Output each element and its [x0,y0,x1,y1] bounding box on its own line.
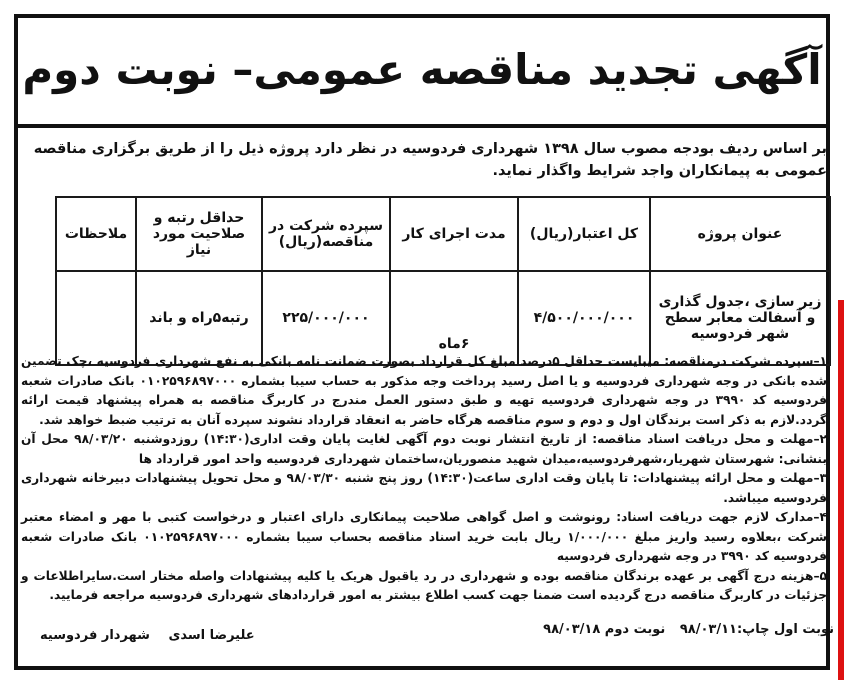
publish-second-date: نوبت دوم ۹۸/۰۳/۱۸ [543,622,666,637]
table-row [56,271,830,365]
cell-total-budget: ۴/۵۰۰/۰۰۰/۰۰۰ [518,271,650,365]
cell-notes [56,271,136,365]
cell-duration: ۶ماه [390,271,518,365]
cell-project-title: زیر سازی ،جدول گذاری و آسفالت معابر سطح شهر فردوسیه [650,271,830,365]
cell-deposit: ۲۲۵/۰۰۰/۰۰۰ [262,271,390,365]
header-notes: ملاحظات [56,197,136,271]
notice-title: آگهی تجدید مناقصه عمومی– نوبت دوم [22,44,822,94]
header-deposit: سپرده شرکت در مناقصه(ریال) [262,197,390,271]
condition-text: رونوشت و اصل گواهی صلاحیت پیمانکاری دارای اعتبار و درخواست کتبی با مهر و امضاء معتبر شرکت ،بعلاوه رسید واریز مبلغ ۱/۰۰۰/۰۰۰ ریال بابت خرید اسناد مناقصه بحساب سیبا بشماره ۰۱۰۲۵۹۶۸۹۷۰۰۰ بانک صادرات شعبه فردوسیه کد ۳۹۹۰ در وجه شهرداری فردوسیه [21,510,827,563]
publish-dates [543,620,834,639]
header-duration: مدت اجرای کار [390,197,518,271]
table-header-row [56,197,830,271]
condition-text: میبایست حداقل ۵درصد مبلغ کل قرارداد بصورت ضمانت نامه بانکی به نفع شهرداری فردوسیه ،چک تضمین شده بانکی در وجه شهرداری فردوسیه و یا اصل رسید پرداخت وجه مذکور به حساب سیبا بشماره ۰۱۰۲۵۹۶۸۹۷۰۰۰ بانک صادرات شعبه فردوسیه کد ۳۹۹۰ در وجه شهرداری فردوسیه تهیه و طبق دستور العمل مندرج در کاربرگ مناقصه به همراه پیشنهاد قیمت ارائه گردد.لازم به ذکر است برندگان اول و دوم و سوم مناقصه هرگاه حاضر به انعقاد قرارداد نشوند سپرده آنان به ترتیب ضبط خواهد شد. [21,354,827,427]
condition-label: ۲–مهلت و محل دریافت اسناد مناقصه: [592,432,827,446]
condition-label: ۵– [813,568,827,583]
condition-label: ۳–مهلت و محل ارائه پیشنهادات: [632,471,828,485]
condition-item [21,430,827,469]
condition-text: هزینه درج آگهی بر عهده برندگان مناقصه بوده و شهرداری در رد یاقبول هریک یا کلیه پیشنهادات واصله مختار است.سایراطلاعات و جزئیات در کاربرگ مناقصه درج گردیده است ضمنا جهت کسب اطلاع بیشتر به امور قراردادهای شهرداری فردوسیه مراجعه فرمایید. [21,568,827,602]
condition-label: ۴–مدارک لازم جهت دریافت اسناد: [616,510,827,524]
conditions-list [21,352,827,606]
condition-item [21,567,827,606]
publish-first-date: نوبت اول چاپ:۹۸/۰۳/۱۱ [679,622,834,637]
intro-paragraph: بر اساس ردیف بودجه مصوب سال ۱۳۹۸ شهرداری فردوسیه در نظر دارد پروژه ذیل را از طریق برگزاری مناقصه عمومی به پیمانکاران واجد شرایط واگذار نماید. [33,141,827,179]
cell-min-rank: رتبه۵راه و باند [136,271,262,365]
condition-label: ۱–سپرده شرکت درمناقصه: [664,354,827,368]
project-table [55,196,831,366]
condition-text: تا پایان وقت اداری ساعت(۱۴:۳۰) روز پنج شنبه ۹۸/۰۳/۳۰ و محل تحویل پیشنهادات دبیرخانه شهرداری فردوسیه میباشد. [21,471,827,505]
red-side-stripe [838,300,844,680]
header-min-rank: حداقل رتبه و صلاحیت مورد نیاز [136,197,262,271]
header-total-budget: کل اعتبار(ریال) [518,197,650,271]
header-project-title: عنوان پروژه [650,197,830,271]
signature-block [26,626,255,645]
title-band [14,14,830,128]
condition-item [21,352,827,430]
notice-footer [26,620,834,660]
condition-item [21,469,827,508]
condition-text: از تاریخ انتشار نوبت دوم آگهی لغایت پایان وقت اداری(۱۴:۳۰) روزدوشنبه ۹۸/۰۳/۲۰ محل آن بنشانی: شهرستان شهریار،شهرفردوسیه،میدان شهید منصوریان،ساختمان شهرداری فردوسیه واحد امور قرارداد ها [21,432,827,466]
signer-title: شهردار فردوسیه [40,628,150,643]
condition-item [21,508,827,567]
signer-name: علیرضا اسدی [168,628,255,643]
